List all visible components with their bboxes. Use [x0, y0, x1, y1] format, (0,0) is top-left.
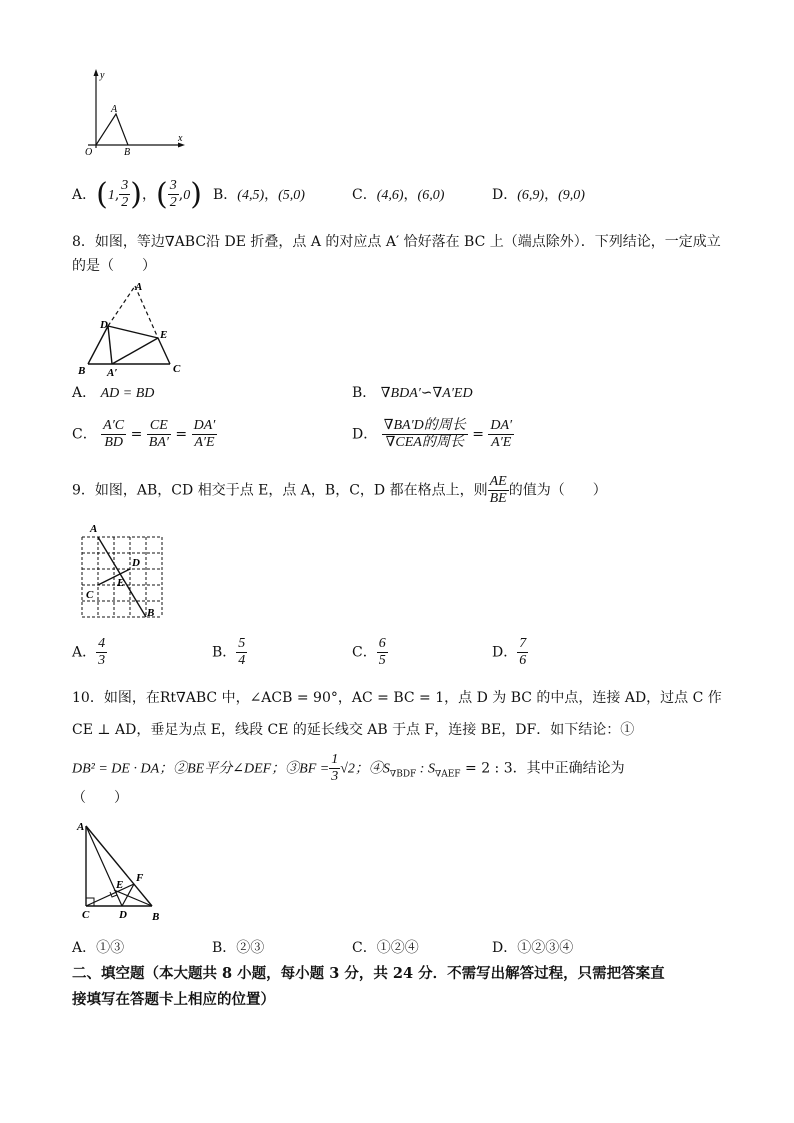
q8-option-c[interactable]: C． $\frac{A'C}{BD}$ = $\frac{CE}{BA'}$ = $\frac{DA'}{A'E}$ [72, 418, 216, 450]
q9-option-b[interactable]: B． $\frac{5}{4}$ [212, 636, 246, 668]
point-b-label: B [147, 607, 155, 619]
fraction: $\frac{5}{4}$ [238, 636, 246, 668]
q9-option-d[interactable]: D． $\frac{7}{6}$ [492, 636, 527, 668]
q10-stem-line3: DB² = DE · DA；②BE平分∠DEF；③BF = $\frac{1}{3}$ √2；$④S_{\nabla BDF}$ : $S_{\nabla AEF} = 2$ : 3．其中正确结论为 [72, 752, 625, 784]
axis-x-label: x [178, 133, 183, 144]
point-c-label: C [86, 589, 94, 601]
fraction: $\frac{6}{5}$ [378, 636, 386, 668]
point-d-label: D [100, 319, 108, 331]
point-e-label: E [160, 329, 168, 341]
q9-stem: 9．如图，AB，CD 相交于点 E，点 A，B，C，D 都在格点上，则 $\frac{AE}{BE}$ 的值为（ ） [72, 474, 607, 506]
point-a-label: A [90, 523, 98, 535]
fraction: $\frac{7}{6}$ [519, 636, 527, 668]
point-c-label: C [82, 909, 90, 921]
fraction: $\frac{4}{3}$ [98, 636, 106, 668]
q7-options-row [72, 178, 202, 211]
point-a-label: A [135, 281, 143, 293]
q10-stem-line4: （ ） [72, 790, 128, 806]
q10-option-a[interactable]: A．①③ [72, 940, 125, 956]
q8-option-d[interactable]: D． $\frac{\text{∇BA′D的周长}}{\text{∇CEA的周长}}$ = $\frac{DA'}{A'E}$ [352, 418, 513, 450]
point-a-label: A [111, 104, 118, 115]
fraction: $\frac{A'C}{BD}$ [103, 418, 125, 450]
q10-right-triangle-figure [74, 818, 174, 926]
origin-label: O [85, 147, 93, 158]
section2-heading-line2: 接填写在答题卡上相应的位置） [72, 991, 275, 1008]
q9-grid-figure [78, 520, 168, 624]
q8-option-a[interactable]: A． AD = BD [72, 385, 155, 401]
q7-option-a[interactable]: A．(1, $\frac{3}{2}$ )，( $\frac{3}{2}$ ,0) [72, 176, 202, 212]
fraction: $\frac{DA'}{A'E}$ [193, 418, 216, 450]
fraction: $\frac{\text{∇BA′D的周长}}{\text{∇CEA的周长}}$ [383, 418, 466, 450]
point-e-label: E [116, 879, 124, 891]
fraction: $\frac{DA'}{A'E}$ [490, 418, 513, 450]
q8-triangle-figure [74, 278, 194, 378]
point-b-label: B [124, 147, 131, 158]
q10-stem-line1: 10．如图，在Rt∇ABC 中，∠ACB = 90°，AC = BC = 1，点 D 为 BC 的中点，连接 AD，过点 C 作 [72, 690, 722, 706]
q9-option-a[interactable]: A． $\frac{4}{3}$ [72, 636, 106, 668]
fraction: $\frac{AE}{BE}$ [489, 474, 507, 506]
section2-heading-line1: 二、填空题（本大题共 8 小题，每小题 3 分，共 24 分．不需写出解答过程，只需把答案直 [72, 965, 665, 982]
q10-option-b[interactable]: B．②③ [212, 940, 265, 956]
q10-option-c[interactable]: C．①②④ [352, 940, 419, 956]
q7-option-c[interactable]: C．(4,6)，(6,0) [352, 187, 445, 203]
q7-option-d[interactable]: D．(6,9)，(9,0) [492, 187, 585, 203]
fraction: $\frac{3}{2}$ [169, 178, 177, 210]
point-d-label: D [119, 909, 127, 921]
q9-option-c[interactable]: C． $\frac{6}{5}$ [352, 636, 386, 668]
point-d-label: D [132, 557, 140, 569]
point-b-label: B [152, 911, 160, 923]
axis-y-label: y [100, 70, 105, 81]
q10-stem-line2: CE ⊥ AD，垂足为点 E，线段 CE 的延长线交 AB 于点 F，连接 BE，DF．如下结论：① [72, 722, 635, 738]
q7-option-b[interactable]: B．(4,5)，(5,0) [213, 187, 305, 203]
point-f-label: F [136, 872, 144, 884]
q8-stem-line1: 8．如图，等边∇ABC沿 DE 折叠，点 A 的对应点 A′ 恰好落在 BC 上（端点除外）．下列结论，一定成立 [72, 234, 721, 250]
point-e-label: E [117, 577, 125, 589]
point-c-label: C [173, 363, 181, 375]
q7-coordinate-figure [78, 66, 188, 158]
fraction: $\frac{1}{3}$ [331, 752, 339, 784]
fraction: $\frac{3}{2}$ [121, 178, 129, 210]
q8-option-b[interactable]: B． ∇BDA′∽∇A′ED [352, 385, 473, 401]
point-a-label: A [77, 821, 85, 833]
fraction: $\frac{CE}{BA'}$ [148, 418, 169, 450]
point-b-label: B [78, 365, 86, 377]
q10-option-d[interactable]: D．①②③④ [492, 940, 574, 956]
q8-stem-line2: 的是（ ） [72, 258, 156, 274]
point-a-prime-label: A′ [107, 367, 118, 378]
